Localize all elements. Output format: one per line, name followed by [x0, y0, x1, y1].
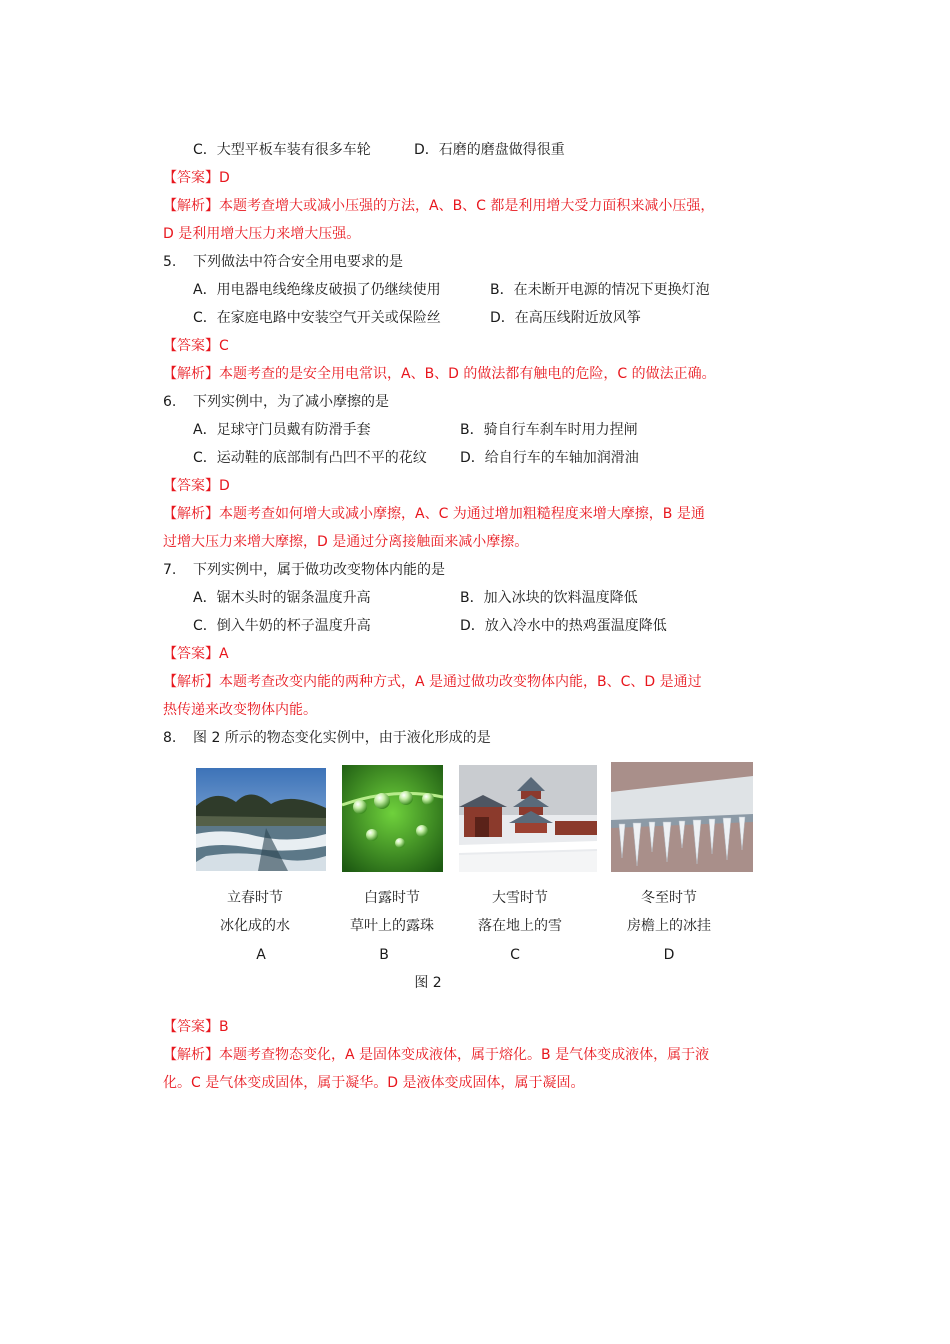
q5-option-b: B．在未断开电源的情况下更换灯泡 — [490, 282, 710, 298]
analysis-tag: 【解析】 — [163, 366, 219, 382]
figure-b-label-line1: 白露时节 — [364, 890, 420, 906]
q7-stem: 7. 下列实例中，属于做功改变物体内能的是 — [163, 562, 445, 578]
figure-c-letter: C — [510, 947, 520, 963]
figure-a-photo — [196, 768, 326, 871]
analysis-tag: 【解析】 — [163, 674, 219, 690]
q8-analysis-line1: 【解析】本题考查物态变化，A 是固体变成液体，属于熔化。B 是气体变成液体，属于液 — [163, 1047, 710, 1063]
q7-analysis-line1: 【解析】本题考查改变内能的两种方式，A 是通过做功改变物体内能，B、C、D 是通过 — [163, 674, 702, 690]
answer-value: C — [219, 338, 229, 354]
figure-a-label-line2: 冰化成的水 — [220, 918, 290, 934]
figure-c-label-line2: 落在地上的雪 — [478, 918, 562, 934]
q5-option-c: C．在家庭电路中安装空气开关或保险丝 — [193, 310, 441, 326]
q7-answer — [163, 644, 229, 664]
answer-value: B — [219, 1019, 229, 1035]
answer-tag: 【答案】 — [163, 1019, 219, 1035]
figure-b-letter: B — [379, 947, 389, 963]
q8-analysis-line2: 化。C 是气体变成固体，属于凝华。D 是液体变成固体，属于凝固。 — [163, 1075, 585, 1091]
q6-answer — [163, 476, 230, 496]
q6-analysis-line2: 过增大压力来增大摩擦，D 是通过分离接触面来减小摩擦。 — [163, 534, 529, 550]
figure-d-label-line1: 冬至时节 — [641, 890, 697, 906]
q6-stem: 6. 下列实例中，为了减小摩擦的是 — [163, 394, 389, 410]
answer-tag: 【答案】 — [163, 646, 219, 662]
analysis-tag: 【解析】 — [163, 1047, 219, 1063]
q4-answer — [163, 168, 230, 188]
q8-stem: 8. 图 2 所示的物态变化实例中，由于液化形成的是 — [163, 730, 491, 746]
q5-option-a: A．用电器电线绝缘皮破损了仍继续使用 — [193, 282, 441, 298]
answer-tag: 【答案】 — [163, 338, 219, 354]
analysis-tag: 【解析】 — [163, 198, 219, 214]
figure-a-label-line1: 立春时节 — [227, 890, 283, 906]
q4-analysis-line1: 【解析】本题考查增大或减小压强的方法，A、B、C 都是利用增大受力面积来减小压强， — [163, 198, 715, 214]
q6-option-b: B．骑自行车刹车时用力捏闸 — [460, 422, 638, 438]
q7-option-c: C．倒入牛奶的杯子温度升高 — [193, 618, 371, 634]
answer-tag: 【答案】 — [163, 478, 219, 494]
q5-analysis-line1: 【解析】本题考查的是安全用电常识，A、B、D 的做法都有触电的危险，C 的做法正确。 — [163, 366, 716, 382]
figure-b-photo — [342, 765, 443, 872]
q7-analysis-line2: 热传递来改变物体内能。 — [163, 702, 317, 718]
analysis-tag: 【解析】 — [163, 506, 219, 522]
answer-tag: 【答案】 — [163, 170, 219, 186]
q6-option-c: C．运动鞋的底部制有凸凹不平的花纹 — [193, 450, 427, 466]
q8-answer — [163, 1017, 229, 1037]
q4-analysis-line2: D 是利用增大压力来增大压强。 — [163, 226, 361, 242]
q7-option-b: B．加入冰块的饮料温度降低 — [460, 590, 638, 606]
q5-stem: 5. 下列做法中符合安全用电要求的是 — [163, 254, 403, 270]
q7-option-a: A．锯木头时的锯条温度升高 — [193, 590, 371, 606]
figure-d-label-line2: 房檐上的冰挂 — [627, 918, 711, 934]
q6-option-d: D．给自行车的车轴加润滑油 — [460, 450, 639, 466]
answer-value: A — [219, 646, 229, 662]
figure-d-letter: D — [663, 947, 675, 963]
answer-value: D — [219, 170, 230, 186]
figure-a-letter: A — [256, 947, 266, 963]
q5-option-d: D．在高压线附近放风筝 — [490, 310, 641, 326]
q7-option-d: D．放入冷水中的热鸡蛋温度降低 — [460, 618, 667, 634]
q4-option-d: D．石磨的磨盘做得很重 — [414, 142, 565, 158]
q6-option-a: A．足球守门员戴有防滑手套 — [193, 422, 371, 438]
figure-c-label-line1: 大雪时节 — [492, 890, 548, 906]
figure-b-label-line2: 草叶上的露珠 — [350, 918, 434, 934]
figure-caption: 图 2 — [414, 975, 442, 991]
figure-d-photo — [611, 762, 753, 872]
answer-value: D — [219, 478, 230, 494]
q5-answer — [163, 336, 229, 356]
figure-c-photo — [459, 765, 597, 872]
q4-option-c: C．大型平板车装有很多车轮 — [193, 142, 371, 158]
q6-analysis-line1: 【解析】本题考查如何增大或减小摩擦，A、C 为通过增加粗糙程度来增大摩擦，B 是通 — [163, 506, 705, 522]
